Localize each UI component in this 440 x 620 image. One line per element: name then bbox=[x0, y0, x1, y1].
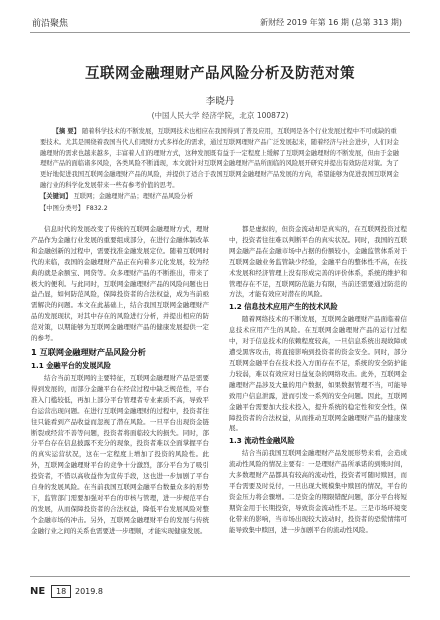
left-column bbox=[31, 224, 209, 537]
keywords-text: 互联网；金融理财产品；理财产品风险分析 bbox=[73, 193, 194, 200]
article-title: 互联网金融理财产品风险分析及防范对策 bbox=[85, 65, 355, 82]
subsection-heading: 1.2 信息技术应用产生的技术风险 bbox=[229, 302, 338, 312]
journal-issue: 新财经 2019 年第 16 期 (总第 313 期) bbox=[260, 18, 402, 27]
abstract bbox=[40, 127, 400, 192]
header-rule bbox=[30, 32, 410, 33]
footer-date: 2019.8 bbox=[75, 587, 103, 596]
page-footer bbox=[0, 576, 440, 616]
article-author: 李晓丹 bbox=[205, 96, 235, 107]
keywords-label: 【关键词】 bbox=[40, 193, 72, 200]
subsection-heading: 1.3 流动性金融风险 bbox=[229, 436, 295, 446]
paragraph: 结合当前互联网的主要特征，互联网金融理财产品是需要得到发展的，而部分金融平台在经营过程中缺乏规范性，平台准入门槛较低，再加上部分平台管理者专业素质不高，导致平台运营出现问题。在进行互联网金融理财的过程中，投资者往往只能看到产品收益而忽视了潜在风险。一旦平台出现资金链断裂或经营不善等问题，投资者将面临较大的损失。同时，部分平台存在信息披露不充分的现象，投资者难以全面掌握平台的真实运营状况，这在一定程度上增加了投资的风险性。此外，互联网金融理财平台的竞争十分激烈，部分平台为了吸引投资者，不惜以高收益作为宣传手段，这也进一步加剧了平台自身的发展风险。在当前我国互联网金融平台数量众多的形势下，监管部门需要加强对平台的审核与管理，进一步规范平台的发展，从而保障投资者的合法权益，降低平台发展风险对整个金融市场的冲击。另外，互联网金融理财平台的发展与传统金融行业之间的关系也需要进一步理顺，才能实现健康发展。 bbox=[31, 373, 209, 535]
footer-mark: NE bbox=[30, 586, 46, 597]
clc-label: 【中图分类号】 bbox=[40, 205, 85, 212]
keywords bbox=[40, 191, 400, 200]
page-header bbox=[0, 0, 440, 44]
paragraph: 都是虚拟的，但资金流动却是真实的，在互联网投资过程中，投资者往往难以判断平台的真实状况。同时，我国的互联网金融产品在金融市场中占据的份额较小，金融监管体系对于互联网金融业务监管缺少经验，金融平台的整体性不高，在技术发展和经济管理上没有形成完善的评价体系，系统的维护和管理存在不足，互联网防范能力有限，当前还需要通过防范的方法，才能有效应对潜在的风险。 bbox=[229, 225, 407, 299]
right-column bbox=[229, 224, 407, 536]
footer-rule bbox=[30, 576, 410, 577]
section-label: 前沿聚焦 bbox=[32, 19, 69, 29]
subsection-heading: 1.1 金融平台的发展风险 bbox=[31, 360, 111, 370]
section-heading: 1 互联网金融理财产品风险分析 bbox=[31, 346, 146, 357]
paragraph: 结合当前我国互联网金融理财产品发展形势来看，会造成流动性风险的情况主要有：一是理财产品所承诺的到账时间，大多数理财产品都具有较高的流动性，投资者可随时赎回，而平台需要及时兑付，一旦出现大规模集中赎回的情况，平台的资金压力将会骤增。二是资金的期限错配问题，部分平台将短期资金用于长期投资，导致资金流动性不足。三是市场环境变化带来的影响，当市场出现较大波动时，投资者的恐慌情绪可能导致集中赎回，进一步加剧平台的流动性风险。 bbox=[229, 449, 407, 534]
paragraph: 信息时代的发展改变了传统的互联网金融理财方式，理财产品作为金融行业发展的重要组成部分，在进行金融体制改革和金融创新的过程中，需要找准金融发展定位。随着互联网时代的来临，我国的金融理财产品正在向着多元化发展，较为经典的就是余额宝、网贷等。众多理财产品的不断推出，带来了极大的便利。与此同时，互联网金融理财产品的风险问题也日益凸显，如何防范风险，保障投资者的合法权益，成为当前亟需解决的问题。本文在此基础上，结合我国互联网金融理财产品的发展现状，对其中存在的风险进行分析，并提出相应的防范对策，以期能够为互联网金融理财产品的健康发展提供一定的参考。 bbox=[31, 225, 209, 343]
page-number-box: 18 bbox=[51, 585, 71, 598]
classification bbox=[40, 203, 400, 212]
clc-value: F832.2 bbox=[86, 205, 108, 212]
abstract-text: 随着科学技术的不断发展，互联网技术也相应在我国得到了普及应用，互联网是各个行业发展过程中不可或缺的重要技术。尤其是围绕着我国当代人们理财方式多样化的需求，通过互联网理财产品广泛发展起来，随着经济与社会进步，人们对金融理财的需求也越来越多，丰富着人们的理财方式，这种发展既有益于一定程度上缓解了互联网金融理财的不断发展，但由于金融理财产品的面临诸多风险，各类风险不断涌现，本文就针对互联网金融理财产品所面临的风险展开研究并提出有效防范对策。为了更好地促进我国互联网金融理财产品的风险，并提供了适合于我国互联网金融理财产品发展的方向，希望能够为促进我国互联网金融行业的科学化发展带来一些有参考价值的思考。 bbox=[40, 128, 399, 189]
abstract-label: 【摘 要】 bbox=[52, 128, 80, 135]
author-affiliation: (中国人民大学 经济学院，北京 100872) bbox=[151, 111, 289, 120]
paragraph: 随着网络技术的不断发展，互联网金融理财产品面临着信息技术应用产生的风险。在互联网金融理财产品的运行过程中，对于信息技术的依赖程度较高，一旦信息系统出现故障或遭受黑客攻击，将直接影响到投资者的资金安全。同时，部分互联网金融平台在技术投入方面存在不足，系统的安全防护能力较弱，难以有效应对日益复杂的网络攻击。此外，互联网金融理财产品涉及大量的用户数据，如果数据管理不当，可能导致用户信息泄露，进而引发一系列的安全问题。因此，互联网金融平台需要加大技术投入，提升系统的稳定性和安全性，保障投资者的合法权益，从而推动互联网金融理财产品的健康发展。 bbox=[229, 315, 407, 433]
